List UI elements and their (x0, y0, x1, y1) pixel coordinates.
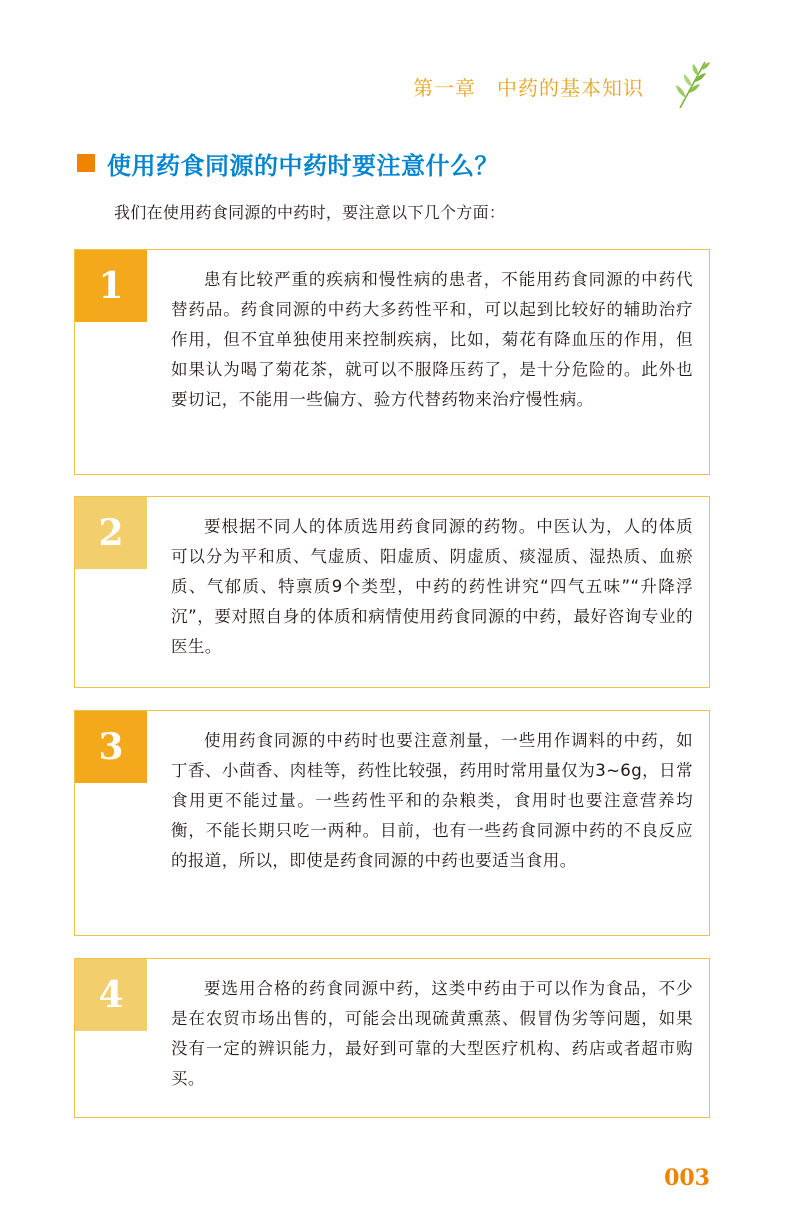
tip-text: 患有比较严重的疾病和慢性病的患者，不能用药食同源的中药代替药品。药食同源的中药大多药性平和，可以起到比较好的辅助治疗作用，但不宜单独使用来控制疾病，比如，菊花有降血压的作用，但如果认为喝了菊花茶，就可以不服降压药了，是十分危险的。此外也要切记，不能用一些偏方、验方代替药物来治疗慢性病。 (171, 270, 693, 409)
tip-number-badge: 2 (75, 497, 147, 569)
tip-card-2 (74, 496, 710, 688)
section-heading (77, 148, 499, 178)
tip-card-4 (74, 958, 710, 1118)
leaf-sprig-icon (672, 58, 712, 110)
tip-number-badge: 3 (75, 711, 147, 783)
tip-number-badge: 1 (75, 250, 147, 322)
tip-text: 要选用合格的药食同源中药，这类中药由于可以作为食品，不少是在农贸市场出售的，可能会出现硫黄熏蒸、假冒伪劣等问题，如果没有一定的辨识能力，最好到可靠的大型医疗机构、药店或者超市购买。 (171, 979, 693, 1088)
tip-card-1 (74, 249, 710, 475)
tip-text: 使用药食同源的中药时也要注意剂量，一些用作调料的中药，如丁香、小茴香、肉桂等，药性比较强，药用时常用量仅为3~6g，日常食用更不能过量。一些药性平和的杂粮类，食用时也要注意营养均衡，不能长期只吃一两种。目前，也有一些药食同源中药的不良反应的报道，所以，即使是药食同源的中药也要适当食用。 (171, 731, 693, 870)
tip-text: 要根据不同人的体质选用药食同源的药物。中医认为，人的体质可以分为平和质、气虚质、阳虚质、阴虚质、痰湿质、湿热质、血瘀质、气郁质、特禀质9个类型，中药的药性讲究“四气五味”“升降浮沉”，要对照自身的体质和病情使用药食同源的中药，最好咨询专业的医生。 (171, 517, 693, 656)
page-number: 003 (664, 1165, 710, 1191)
chapter-title: 第一章 中药的基本知识 (413, 76, 644, 100)
section-title: 使用药食同源的中药时要注意什么？ (107, 151, 499, 180)
intro-paragraph: 我们在使用药食同源的中药时，要注意以下几个方面： (114, 203, 506, 222)
tip-number-badge: 4 (75, 959, 147, 1031)
heading-marker-square (77, 154, 95, 172)
tip-card-3 (74, 710, 710, 936)
